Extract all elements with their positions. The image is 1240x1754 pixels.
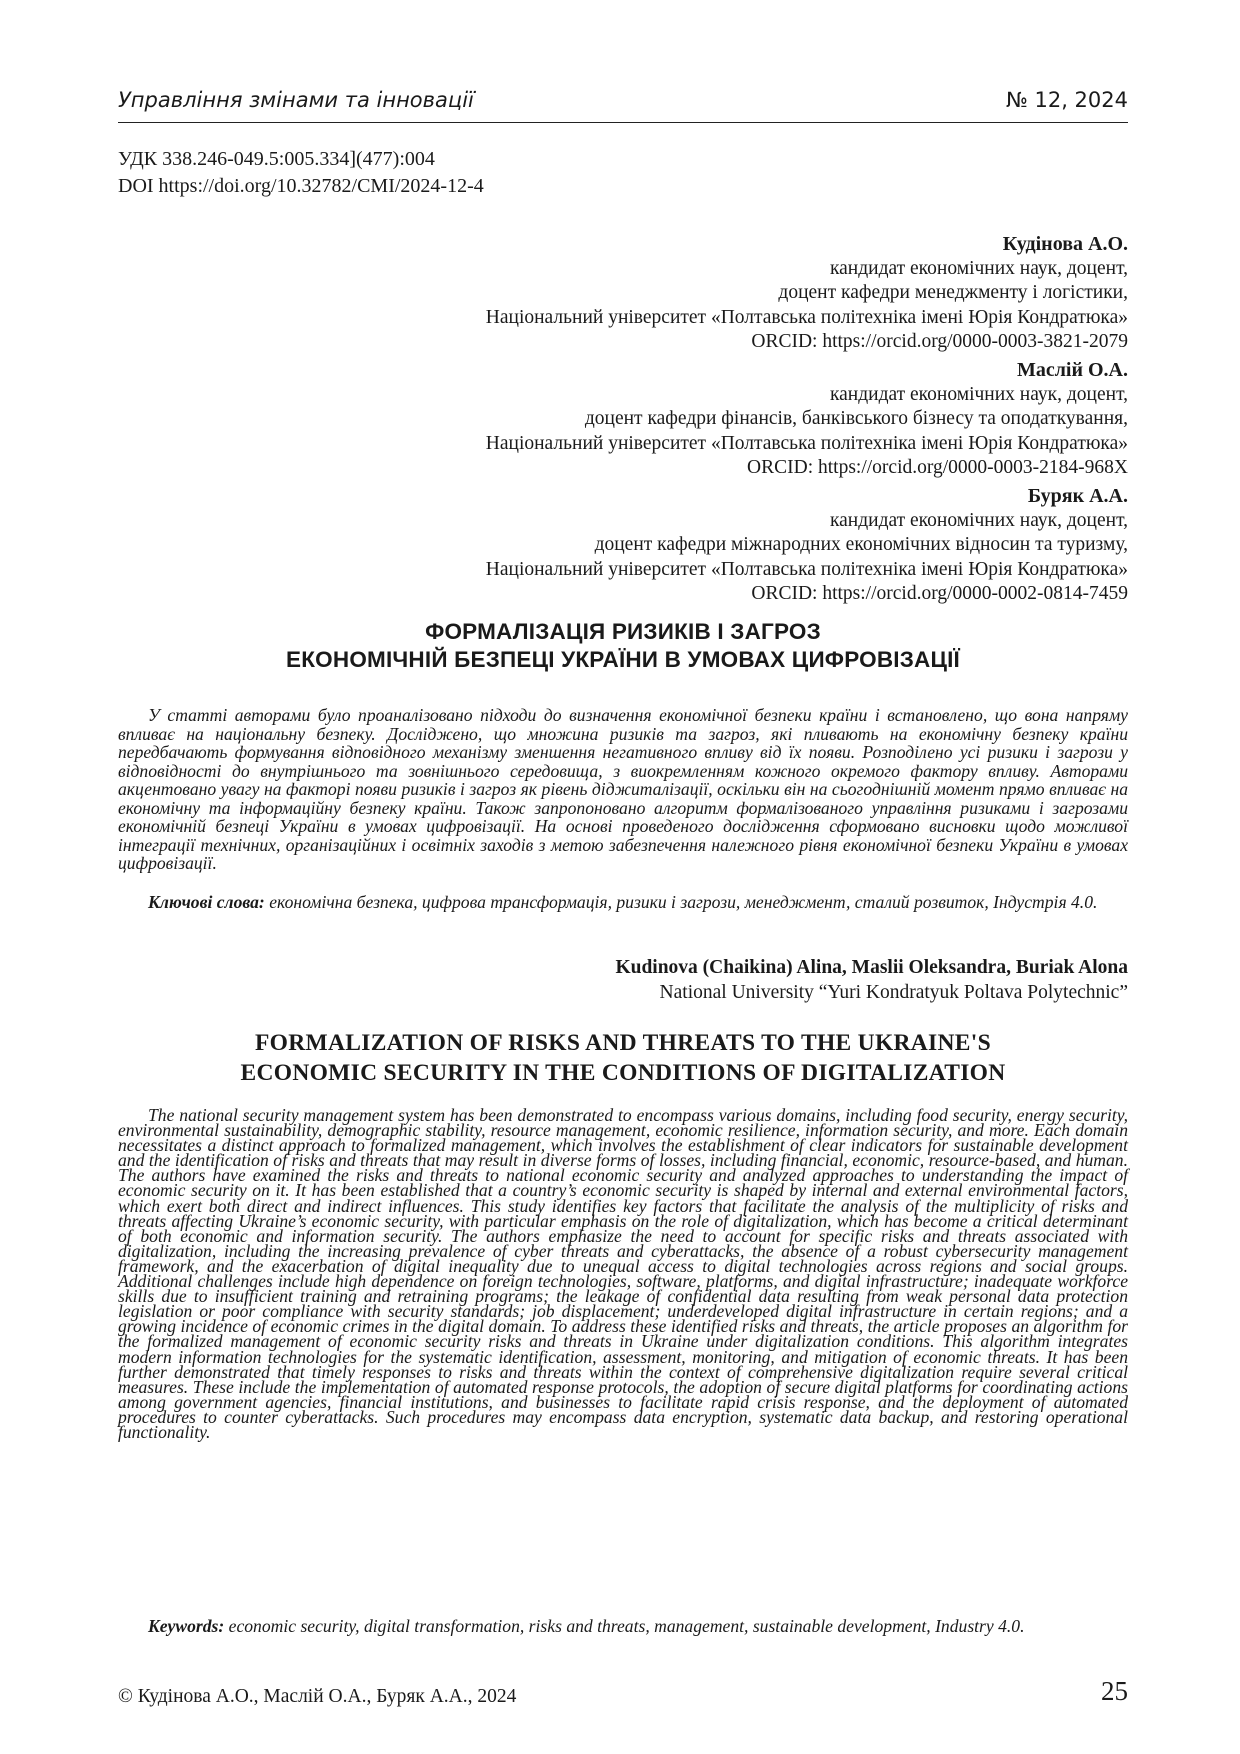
author-block: [118, 232, 1128, 355]
author-orcid[interactable]: ORCID: https://orcid.org/0000-0002-0814-7459: [751, 583, 1128, 605]
copyright-notice: © Кудінова А.О., Маслій О.А., Буряк А.А., 2024: [118, 1686, 517, 1707]
author-degree: кандидат економічних наук, доцент,: [829, 257, 1128, 279]
author-name: Кудінова А.О.: [1002, 233, 1128, 255]
author-block: [118, 358, 1128, 481]
keywords-ukrainian: [118, 893, 1128, 912]
author-block: [118, 484, 1128, 607]
english-author-block: [118, 955, 1128, 1005]
author-degree: кандидат економічних наук, доцент,: [829, 383, 1128, 405]
journal-title: Управління змінами та інновації: [118, 88, 474, 112]
doi-link[interactable]: DOI https://doi.org/10.32782/CMI/2024-12-4: [118, 175, 484, 197]
issue-number: № 12, 2024: [1005, 88, 1128, 112]
english-author-names: Kudinova (Chaikina) Alina, Maslii Oleksandra, Buriak Alona: [615, 957, 1128, 978]
author-orcid[interactable]: ORCID: https://orcid.org/0000-0003-3821-2079: [751, 331, 1128, 353]
article-meta: [118, 146, 484, 200]
author-name: Маслій О.А.: [1016, 358, 1128, 381]
author-affiliation: Національний університет «Полтавська політехніка імені Юрія Кондратюка»: [485, 306, 1128, 328]
abstract-english: The national security management system has been demonstrated to encompass various domains, including food security, energy security, environmental sustainability, demographic stability, resource management, economic resilience, information security, and more. Each domain necessitates a distinct approach to formalized management, which involves the establishment of clear indicators for sustainable development and the identification of risks and threats that may result in diverse forms of losses, including financial, economic, resource-based, and human. The authors have examined the risks and threats to national economic security and analyzed approaches to understanding the impact of economic security on it. It has been established that a country’s economic security is shaped by internal and external environmental factors, which exert both direct and indirect influences. This study identifies key factors that facilitate the analysis of the multiplicity of risks and threats affecting Ukraine’s economic security, with particular emphasis on the role of digitalization, which has become a critical determinant of both economic and information security. The authors emphasize the need to account for specific risks and threats associated with digitalization, including the increasing prevalence of cyber threats and cyberattacks, the absence of a robust cybersecurity management framework, and the exacerbation of digital inequality due to unequal access to digital technologies across regions and social groups. Additional challenges include high dependence on foreign technologies, software, platforms, and digital infrastructure; inadequate workforce skills due to insufficient training and retraining programs; the leakage of confidential data resulting from weak personal data protection legislation or poor compliance with security standards; job displacement; underdeveloped digital infrastructure in certain regions; and a growing incidence of economic crimes in the digital domain. To address these identified risks and threats, the article proposes an algorithm for the formalized management of economic security risks and threats in Ukraine under digitalization conditions. This algorithm integrates modern information technologies for the systematic identification, assessment, monitoring, and mitigation of economic threats. It has been further demonstrated that timely responses to risks and threats within the context of comprehensive digitalization require several critical measures. These include the implementation of automated response protocols, the adoption of secure digital platforms for coordinating actions among government agencies, financial institutions, and businesses to facilitate rapid crisis response, and the deployment of automated procedures to counter cyberattacks. Such procedures may encompass data encryption, systematic data backup, and restoring operational functionality.: [118, 1105, 1128, 1442]
author-affiliation: Національний університет «Полтавська політехніка імені Юрія Кондратюка»: [485, 432, 1128, 454]
author-position: доцент кафедри міжнародних економічних відносин та туризму,: [594, 534, 1128, 556]
title-line: ECONOMIC SECURITY IN THE CONDITIONS OF DIGITALIZATION: [240, 1060, 1006, 1086]
author-position: доцент кафедри фінансів, банківського бізнесу та оподаткування,: [584, 408, 1128, 430]
running-header: [118, 88, 1128, 123]
article-title-ukrainian: [118, 618, 1128, 674]
paper-page: [118, 0, 1128, 1754]
author-list: [118, 232, 1128, 607]
keywords-label: Keywords:: [148, 1616, 225, 1636]
author-name: Буряк А.А.: [1027, 484, 1128, 507]
keywords-text: economic security, digital transformation, risks and threats, management, sustainable development, Industry 4.0.: [224, 1616, 1025, 1636]
author-degree: кандидат економічних наук, доцент,: [829, 509, 1128, 531]
page-number: 25: [1101, 1676, 1128, 1706]
udc-code: УДК 338.246-049.5:005.334](477):004: [118, 148, 435, 170]
keywords-text: економічна безпека, цифрова трансформація, ризики і загрози, менеджмент, сталий розвиток, Індустрія 4.0.: [264, 892, 1098, 912]
keywords-english: [118, 1617, 1128, 1636]
abstract-ukrainian: У статті авторами було проаналізовано підходи до визначення економічної безпеки країни і встановлено, що вона напряму впливає на національну безпеку. Досліджено, що множина ризиків та загроз, які пливають на економічну безпеку країни передбачають формування відповідного механізму зменшення негативного впливу від їх появи. Розподілено усі ризики і загрози у відповідності до внутрішнього та зовнішнього середовища, з виокремленням кожного окремого фактору впливу. Авторами акцентовано увагу на факторі появи ризиків і загроз як рівень діджиталізації, оскільки він на сьогоднішній момент прямо впливає на економічну та інформаційну безпеку країни. Також запропоновано алгоритм формалізованого управління ризиками і загрозами економічній безпеці України в умовах цифровізації. На основі проведеного дослідження сформовано висновки щодо можливої інтеграції технічних, організаційних і освітніх заходів з метою забезпечення належного рівня економічної безпеки України в умовах цифровізації.: [118, 705, 1128, 873]
author-affiliation: Національний університет «Полтавська політехніка імені Юрія Кондратюка»: [485, 558, 1128, 580]
title-line: FORMALIZATION OF RISKS AND THREATS TO THE UKRAINE'S: [255, 1030, 991, 1056]
keywords-label: Ключові слова:: [148, 892, 265, 912]
author-position: доцент кафедри менеджменту і логістики,: [778, 282, 1128, 304]
article-title-english: [118, 1028, 1128, 1088]
author-orcid[interactable]: ORCID: https://orcid.org/0000-0003-2184-968X: [747, 457, 1128, 479]
title-line: ФОРМАЛІЗАЦІЯ РИЗИКІВ І ЗАГРОЗ: [425, 619, 821, 644]
english-affiliation: National University “Yuri Kondratyuk Poltava Polytechnic”: [659, 982, 1128, 1003]
title-line: ЕКОНОМІЧНІЙ БЕЗПЕЦІ УКРАЇНИ В УМОВАХ ЦИФРОВІЗАЦІЇ: [286, 647, 960, 672]
